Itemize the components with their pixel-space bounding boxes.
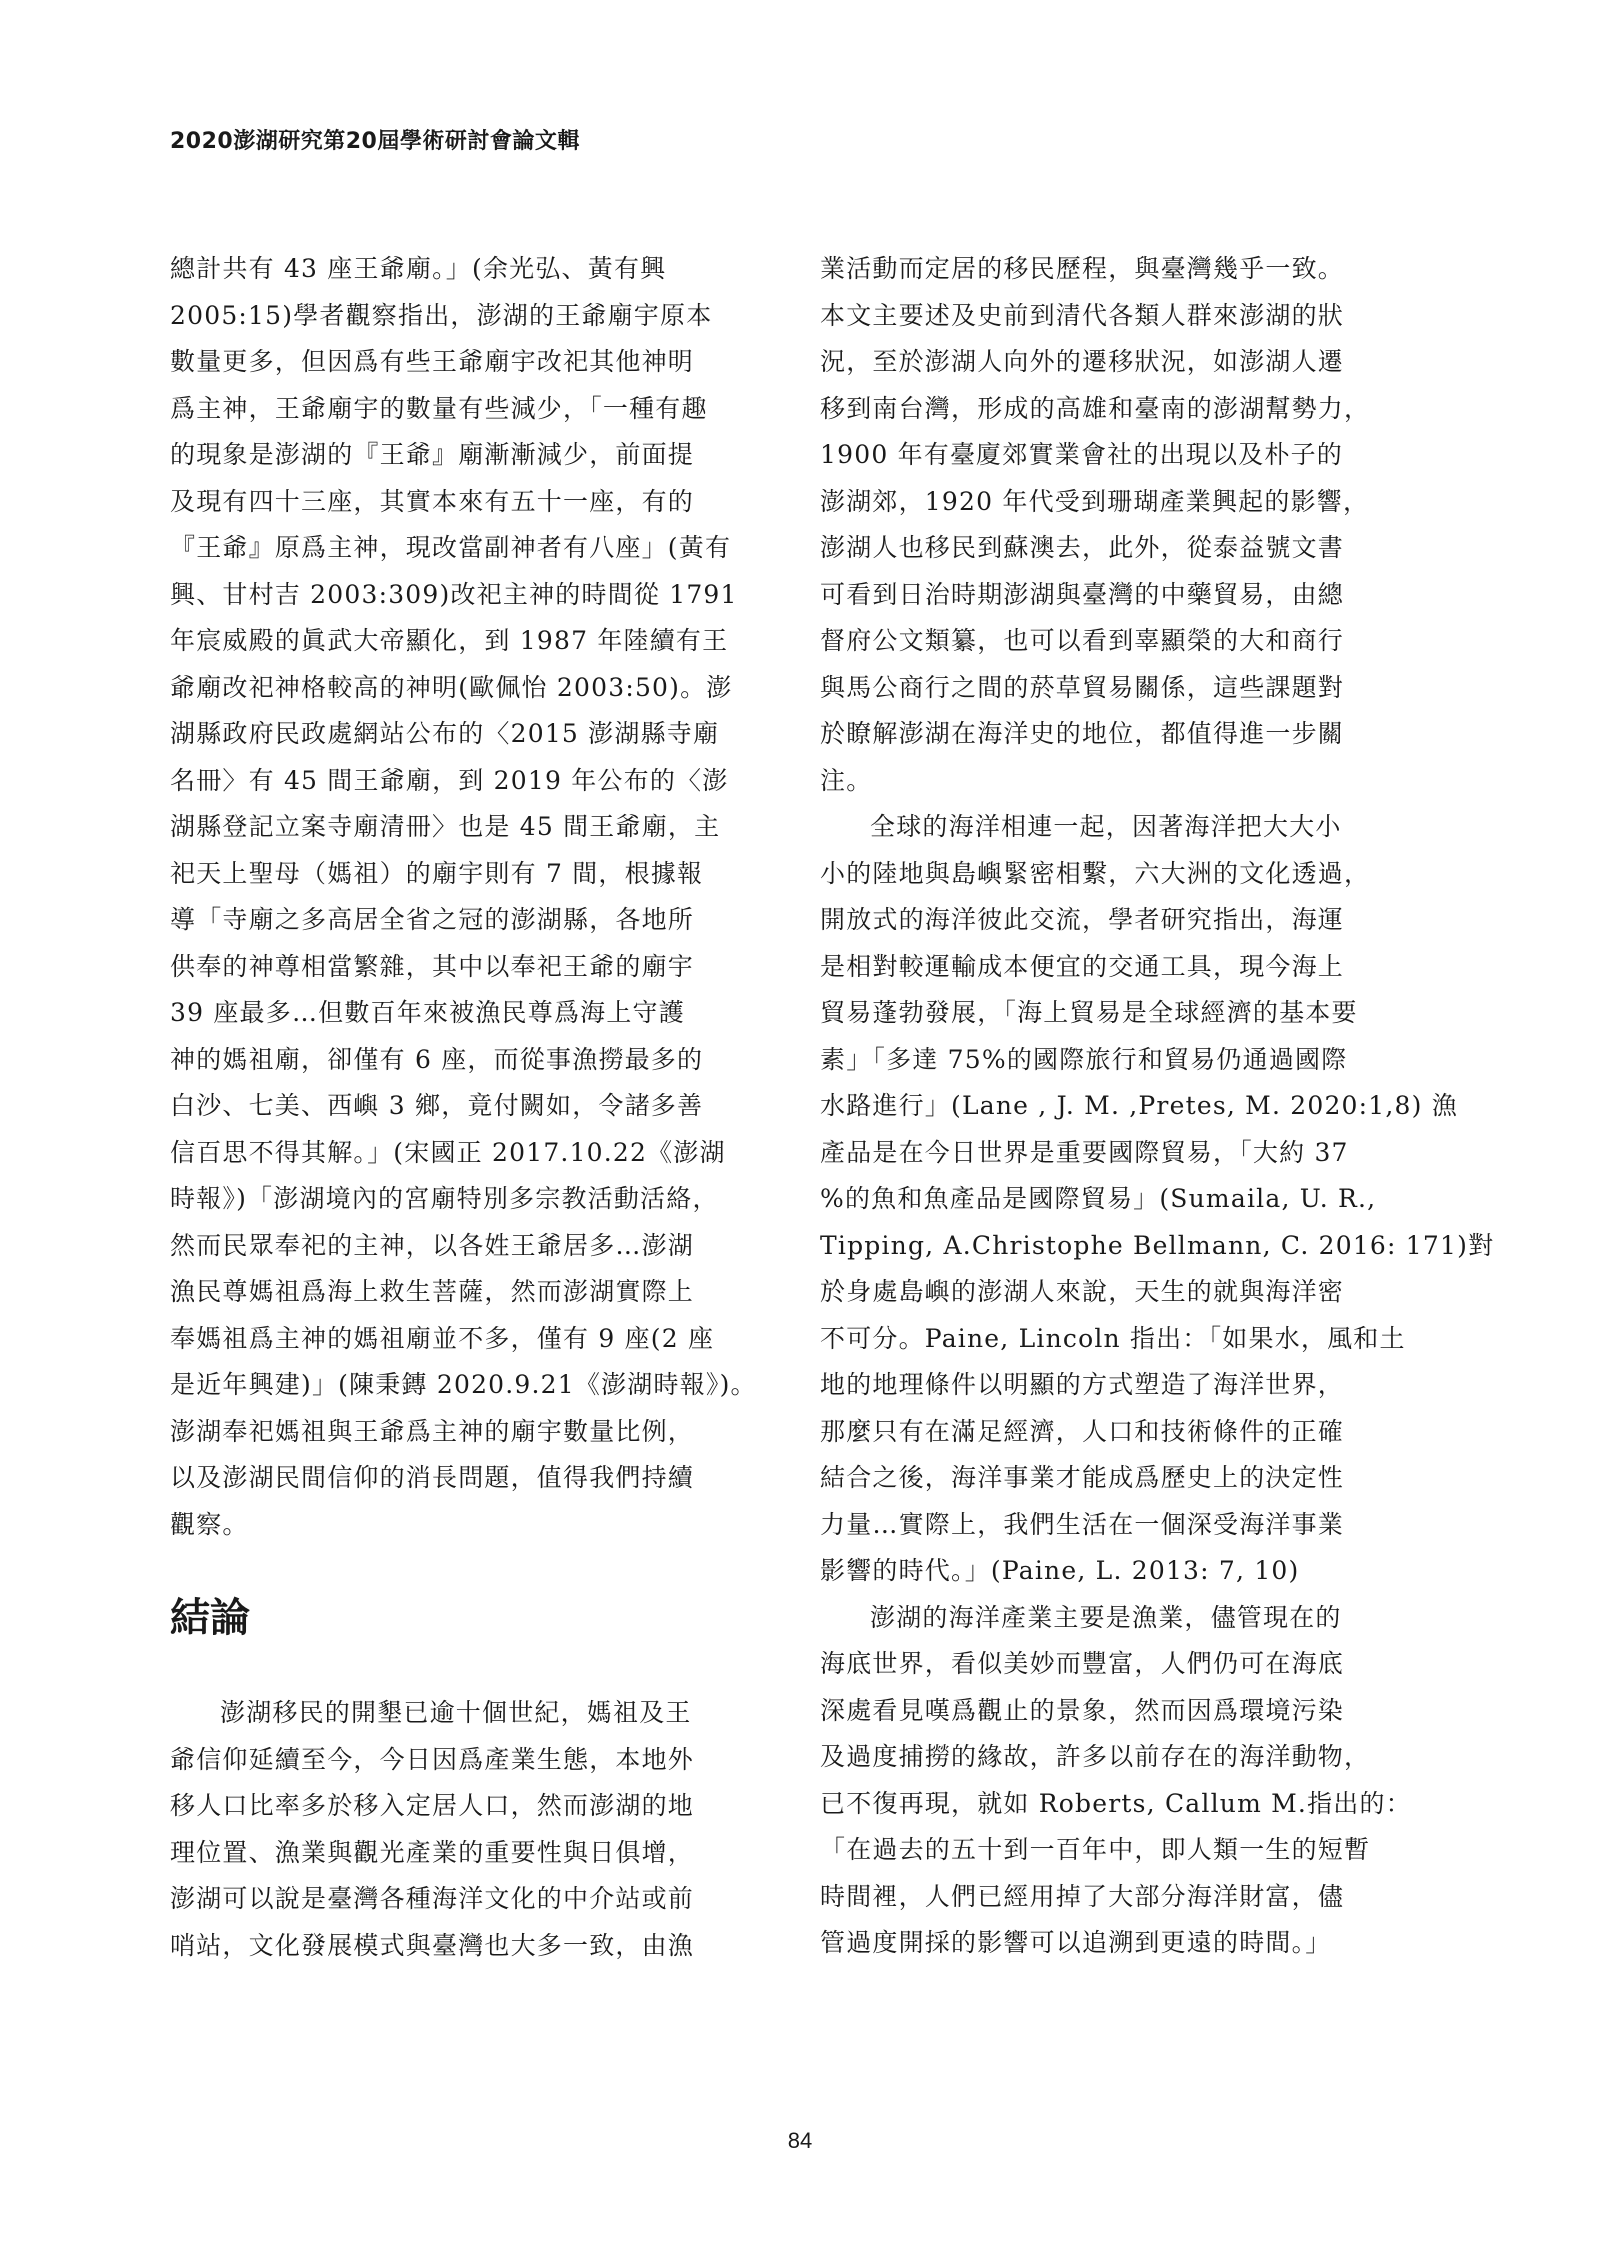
text-line: 素」「多達 75%的國際旅行和貿易仍通過國際: [820, 1044, 1348, 1074]
text-line: 然而民眾奉祀的主神，以各姓王爺居多…澎湖: [170, 1230, 695, 1260]
text-line: 數量更多，但因爲有些王爺廟宇改祀其他神明: [170, 347, 695, 376]
text-line: 漁民尊媽祖爲海上救生菩薩，然而澎湖實際上: [170, 1277, 695, 1306]
text-line: 澎湖可以說是臺灣各種海洋文化的中介站或前: [170, 1884, 695, 1913]
text-line: 結合之後，海洋事業才能成爲歷史上的決定性: [820, 1463, 1345, 1492]
text-line: 產品是在今日世界是重要國際貿易，「大約 37: [820, 1137, 1349, 1167]
text-line: 力量…實際上，我們生活在一個深受海洋事業: [820, 1509, 1345, 1539]
text-line: 移到南台灣，形成的高雄和臺南的澎湖幫勢力，: [820, 393, 1371, 423]
text-line: 管過度開採的影響可以追溯到更遠的時間。」: [820, 1928, 1332, 1957]
text-line: 深處看見嘆爲觀止的景象，然而因爲環境污染: [820, 1695, 1345, 1725]
text-line: 湖縣政府民政處網站公布的〈2015 澎湖縣寺廟: [170, 719, 720, 748]
text-line: %的魚和魚產品是國際貿易」(Sumaila, U. R.,: [820, 1184, 1377, 1213]
text-line: 名冊〉有 45 間王爺廟，到 2019 年公布的〈澎: [170, 765, 729, 795]
text-line: 總計共有 43 座王爺廟。」(余光弘、黃有興: [170, 254, 667, 283]
text-line: 觀察。: [170, 1509, 249, 1539]
text-line: 那麼只有在滿足經濟，人口和技術條件的正確: [820, 1416, 1345, 1446]
text-line: 澎湖人也移民到蘇澳去，此外，從泰益號文書: [820, 533, 1345, 562]
text-line: 供奉的神尊相當繁雜，其中以奉祀王爺的廟宇: [170, 951, 695, 981]
page-number: 84: [787, 2128, 813, 2153]
right-column: [820, 246, 1495, 1967]
text-line: 及過度捕撈的緣故，許多以前存在的海洋動物，: [820, 1742, 1371, 1771]
text-line: 與馬公商行之間的菸草貿易關係，這些課題對: [820, 672, 1345, 702]
text-line: 導「寺廟之多高居全省之冠的澎湖縣，各地所: [170, 905, 695, 934]
text-line: 信百思不得其解。」(宋國正 2017.10.22《澎湖: [170, 1137, 726, 1167]
text-line: 的現象是澎湖的『王爺』廟漸漸減少，前面提: [170, 440, 695, 469]
text-line: 況，至於澎湖人向外的遷移狀況，如澎湖人遷: [820, 347, 1345, 376]
text-line: 貿易蓬勃發展，「海上貿易是全球經濟的基本要: [820, 998, 1358, 1027]
text-line: 影響的時代。」(Paine, L. 2013: 7, 10): [820, 1556, 1300, 1585]
text-line: 興、甘村吉 2003:309)改祀主神的時間從 1791: [170, 579, 738, 609]
text-line: 不可分。Paine, Lincoln 指出：「如果水，風和土: [820, 1323, 1406, 1353]
text-line: 可看到日治時期澎湖與臺灣的中藥貿易，由總: [820, 579, 1345, 609]
running-header: 2020澎湖研究第20屆學術研討會論文輯: [170, 129, 580, 154]
text-line: 祀天上聖母（媽祖）的廟宇則有 7 間，根據報: [170, 858, 704, 888]
text-line: 注。: [820, 765, 873, 795]
text-line: 澎湖的海洋產業主要是漁業，儘管現在的: [870, 1602, 1342, 1632]
text-line: 時報》)「澎湖境內的宮廟特別多宗教活動活絡，: [170, 1184, 719, 1213]
text-line: 是近年興建)」(陳秉鏄 2020.9.21《澎湖時報》)。: [170, 1370, 757, 1399]
text-line: 開放式的海洋彼此交流，學者研究指出，海運: [820, 905, 1345, 934]
text-line: 移人口比率多於移入定居人口，然而澎湖的地: [170, 1791, 695, 1820]
text-line: 澎湖奉祀媽祖與王爺爲主神的廟宇數量比例，: [170, 1416, 695, 1446]
text-line: 白沙、七美、西嶼 3 鄉，竟付闕如，令諸多善: [170, 1091, 704, 1120]
text-line: 以及澎湖民間信仰的消長問題，值得我們持續: [170, 1463, 695, 1492]
text-line: 爺廟改祀神格較高的神明(歐佩怡 2003:50)。澎: [170, 672, 733, 702]
text-line: 湖縣登記立案寺廟清冊〉也是 45 間王爺廟，主: [170, 812, 721, 841]
text-line: 小的陸地與島嶼緊密相繫，六大洲的文化透過，: [820, 858, 1371, 888]
text-line: 澎湖移民的開墾已逾十個世紀，媽祖及王: [220, 1698, 692, 1727]
text-line: Tipping, A.Christophe Bellmann, C. 2016: 171)對: [820, 1230, 1495, 1260]
text-line: 水路進行」(Lane , J. M. ,Pretes, M. 2020:1,8) 漁: [820, 1091, 1458, 1120]
text-line: 39 座最多…但數百年來被漁民尊爲海上守護: [170, 998, 685, 1027]
section-heading-conclusion: 結論: [170, 1595, 250, 1641]
text-line: 全球的海洋相連一起，因著海洋把大大小: [870, 812, 1342, 841]
text-line: 地的地理條件以明顯的方式塑造了海洋世界，: [820, 1370, 1345, 1399]
text-line: 哨站，文化發展模式與臺灣也大多一致，由漁: [170, 1930, 695, 1960]
text-line: 已不復再現，就如 Roberts, Callum M.指出的：: [820, 1788, 1412, 1818]
text-line: 業活動而定居的移民歷程，與臺灣幾乎一致。: [820, 254, 1345, 283]
text-line: 本文主要述及史前到清代各類人群來澎湖的狀: [820, 300, 1345, 330]
text-line: 奉媽祖爲主神的媽祖廟並不多，僅有 9 座(2 座: [170, 1323, 715, 1353]
text-line: 是相對較運輸成本便宜的交通工具，現今海上: [820, 951, 1345, 981]
text-line: 於瞭解澎湖在海洋史的地位，都值得進一步關: [820, 719, 1345, 748]
text-line: 理位置、漁業與觀光產業的重要性與日俱增，: [170, 1837, 695, 1867]
text-line: 爺信仰延續至今，今日因爲產業生態，本地外: [170, 1744, 695, 1774]
text-line: 1900 年有臺廈郊實業會社的出現以及朴子的: [820, 440, 1343, 469]
text-line: 於身處島嶼的澎湖人來說，天生的就與海洋密: [820, 1277, 1345, 1306]
text-line: 時間裡，人們已經用掉了大部分海洋財富，儘: [820, 1881, 1345, 1911]
text-line: 海底世界，看似美妙而豐富，人們仍可在海底: [820, 1649, 1345, 1678]
left-column: [170, 246, 775, 1969]
text-line: 督府公文類纂，也可以看到辜顯榮的大和商行: [820, 626, 1345, 655]
text-line: 2005:15)學者觀察指出，澎湖的王爺廟宇原本: [170, 300, 713, 330]
text-line: 及現有四十三座，其實本來有五十一座，有的: [170, 486, 695, 516]
text-line: 澎湖郊，1920 年代受到珊瑚產業興起的影響，: [820, 486, 1370, 516]
text-line: 爲主神，王爺廟宇的數量有些減少，「一種有趣: [170, 393, 708, 423]
text-line: 『王爺』原爲主神，現改當副神者有八座」(黃有: [170, 533, 732, 562]
text-line: 年宸威殿的眞武大帝顯化，到 1987 年陸續有王: [170, 626, 729, 655]
text-line: 「在過去的五十到一百年中，即人類一生的短暫: [820, 1835, 1371, 1864]
text-line: 神的媽祖廟，卻僅有 6 座，而從事漁撈最多的: [170, 1044, 704, 1074]
